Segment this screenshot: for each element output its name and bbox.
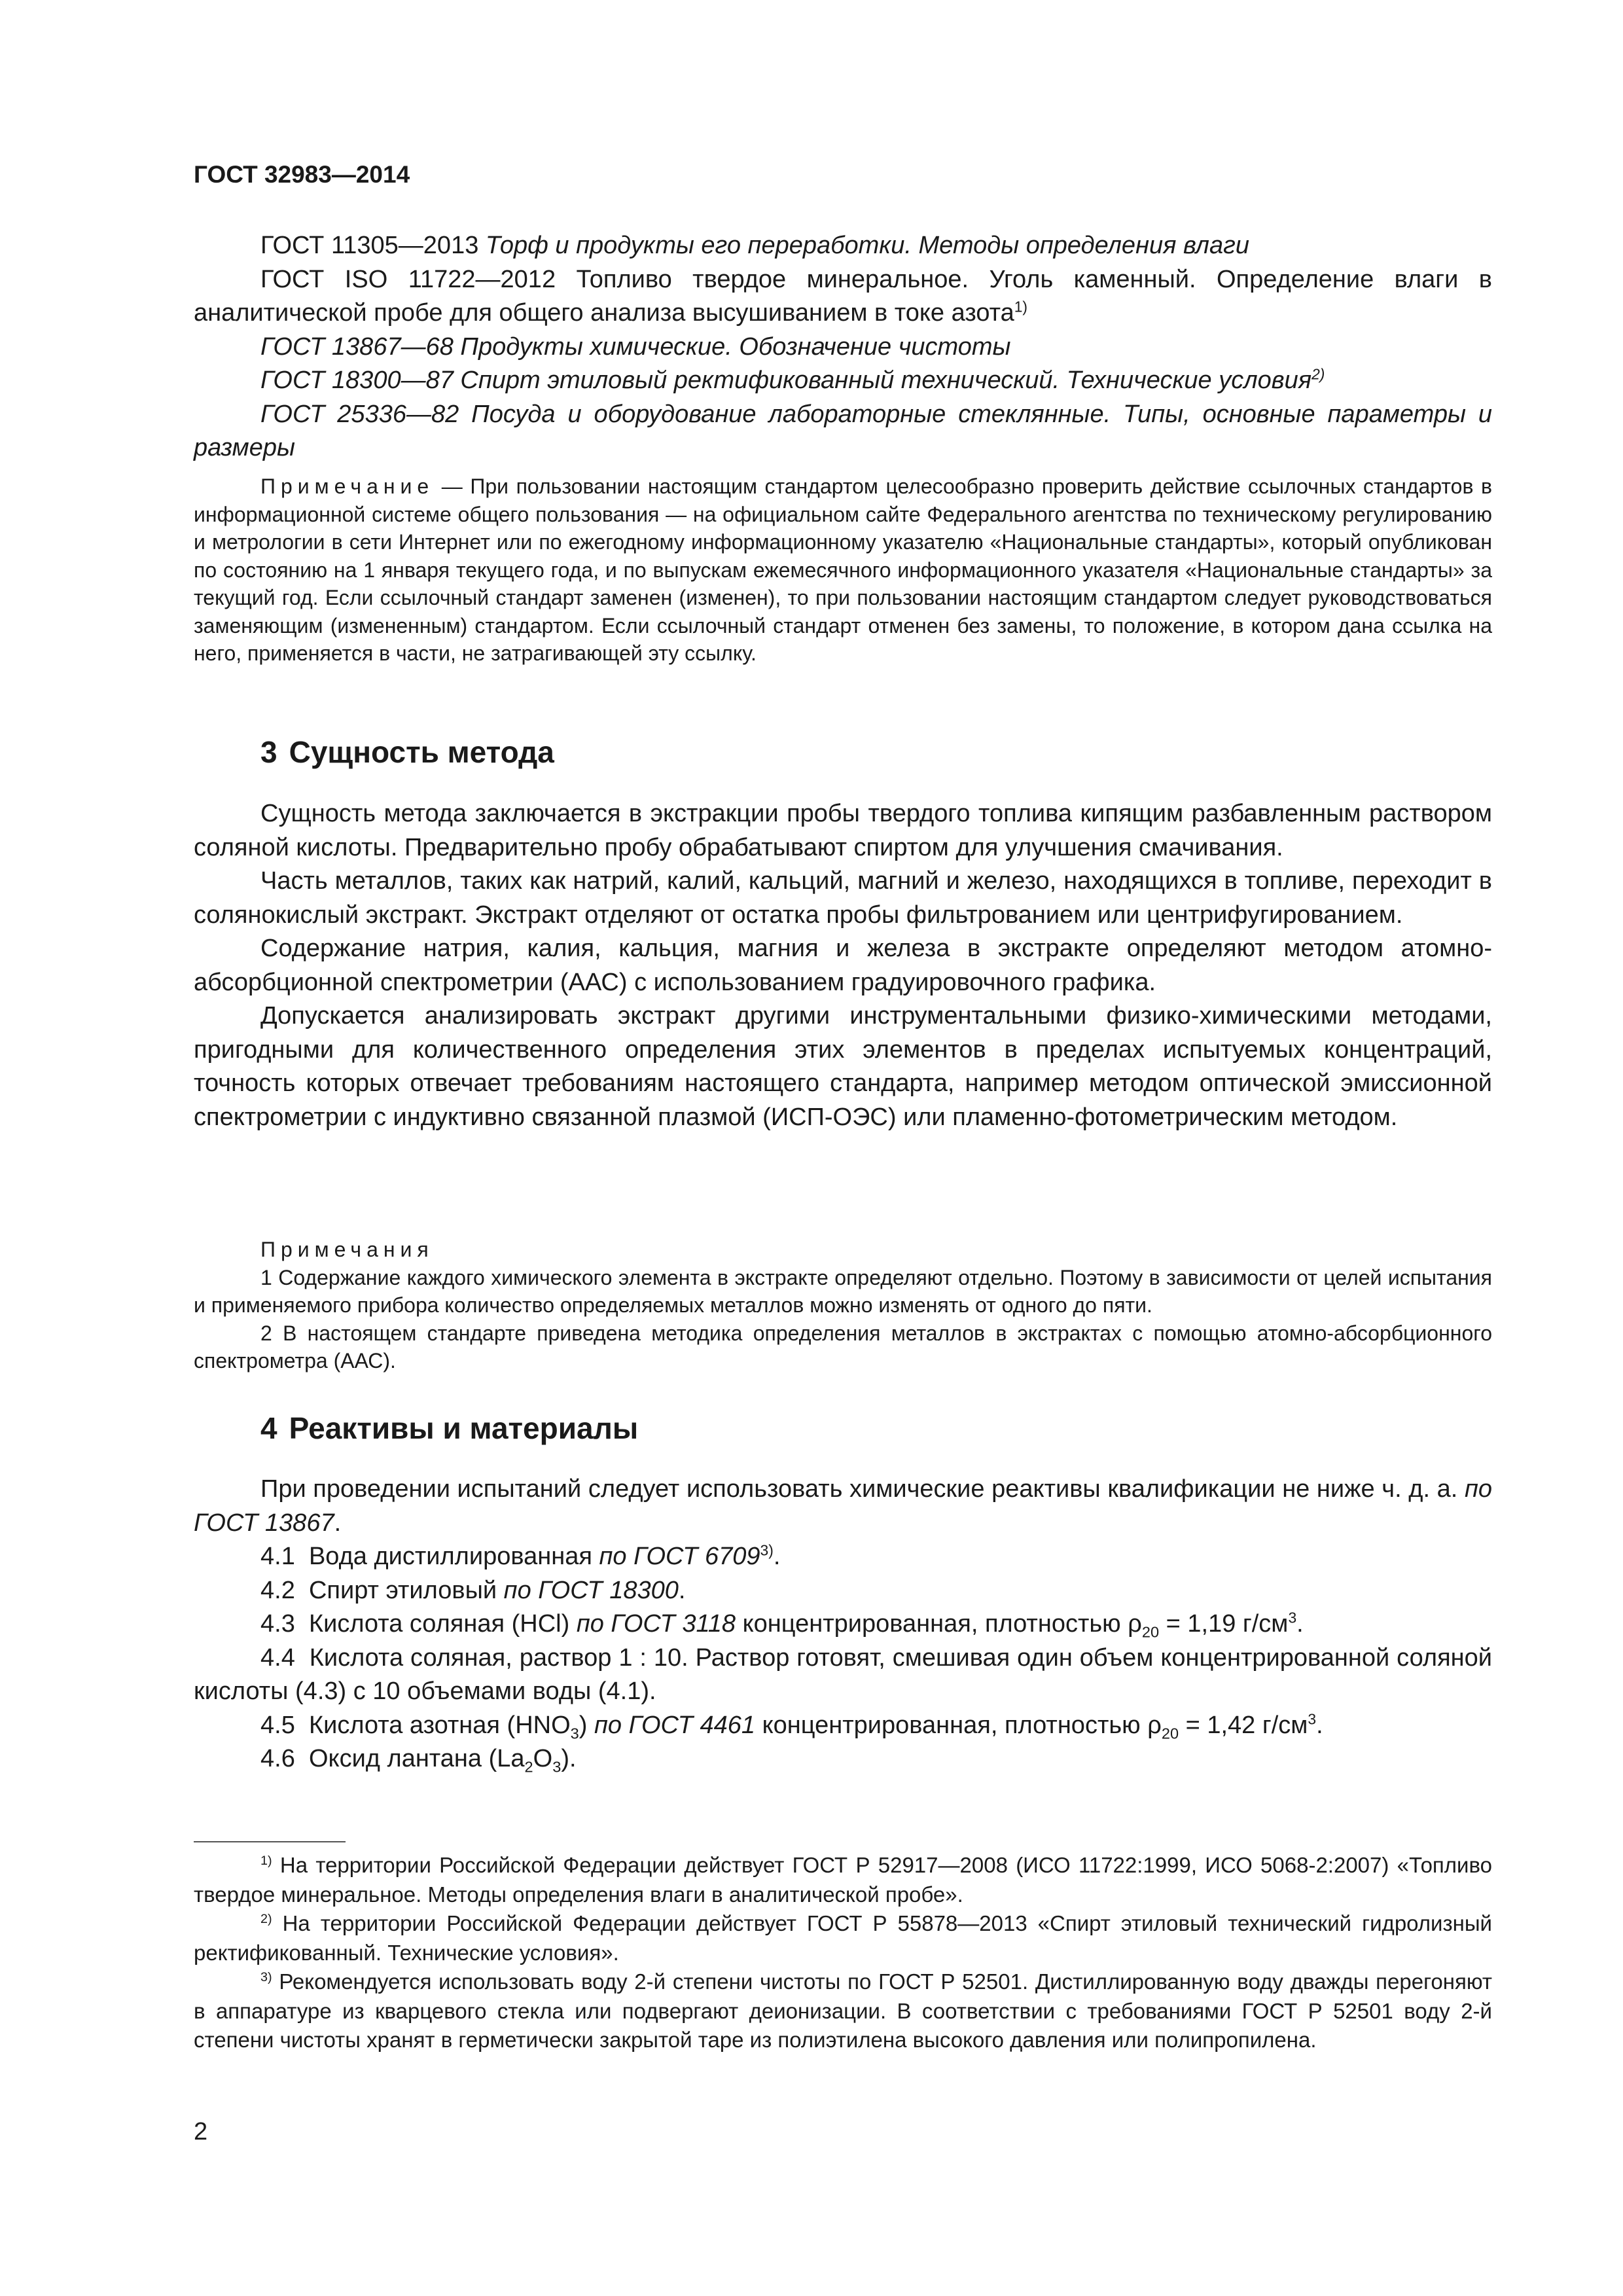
reference-title: Посуда и оборудование лабораторные стеклянные. Типы, основные параметры и размеры	[194, 400, 1492, 461]
reference-item	[194, 263, 1492, 331]
section-title: Реактивы и материалы	[289, 1411, 639, 1445]
item-number: 4.1	[260, 1543, 295, 1570]
footnote-mark: 2)	[260, 1912, 272, 1926]
reference-title: Топливо твердое минеральное. Уголь каменный. Определение влаги в аналитической пробе для общего анализа высушиванием в токе азота	[194, 265, 1492, 327]
density-value: = 1,19 г/см	[1166, 1610, 1289, 1638]
note-label: Примечание	[260, 475, 435, 498]
paragraph: Содержание натрия, калия, кальция, магния и железа в экстракте определяют методом атомно-абсорбционной спектрометрии (ААС) с использованием градуировочного графика.	[194, 935, 1492, 996]
note-text: — При пользовании настоящим стандартом целесообразно проверить действие ссылочных стандартов в информационной системе общего пользования — на официальном сайте Федерального агентства по техническому регулированию и метрологии в сети Интернет или по ежегодному информационному указателю «Национальные стандарты», который опубликован по состоянию на 1 января текущего года, и по выпускам ежемесячного информационного указателя «Национальные стандарты» за текущий год. Если ссылочный стандарт заменен (изменен), то при пользовании настоящим стандартом следует руководствоваться заменяющим (измененным) стандартом. Если ссылочный стандарт отменен без замены, то положение, в котором дана ссылка на него, применяется в части, не затрагивающей эту ссылку.	[194, 475, 1493, 665]
section-4-heading	[194, 1410, 1492, 1446]
list-item: 4.4 Кислота соляная, раствор 1 : 10. Раствор готовят, смешивая один объем концентрированной соляной кислоты (4.3) с 10 объемами воды (4.1).	[194, 1643, 1492, 1705]
item-number: 4.6	[260, 1745, 295, 1772]
standard-ref: по ГОСТ 18300	[503, 1576, 679, 1604]
list-item: 4.6 Оксид лантана $(La_2O_3)$.	[260, 1745, 577, 1776]
references-note	[194, 473, 1492, 668]
footnote-mark: 3)	[760, 1541, 774, 1559]
item-number: 4.4	[260, 1643, 295, 1672]
density-value: = 1,42 г/см	[1185, 1711, 1308, 1739]
section-3-notes	[194, 1236, 1492, 1375]
reference-item	[194, 398, 1492, 465]
footnote-mark: 3)	[260, 1970, 272, 1984]
footnote-mark: 1)	[1014, 298, 1028, 315]
note-item: 2 В настоящем стандарте приведена методика определения металлов в экстрактах с помощью атомно-абсорбционного спектрометра (ААС).	[194, 1321, 1492, 1372]
reference-item	[194, 229, 1492, 263]
footnote-mark: 1)	[260, 1854, 272, 1868]
item-number: 4.3	[260, 1610, 295, 1638]
page-number: 2	[194, 2118, 208, 2145]
document-header: ГОСТ 32983—2014	[194, 161, 410, 188]
notes-label: Примечания	[260, 1238, 434, 1261]
paragraph: Сущность метода заключается в экстракции пробы твердого топлива кипящим разбавленным раствором соляной кислоты. Предварительно пробу обрабатывают спиртом для улучшения смачивания.	[194, 800, 1492, 861]
note-item: 1 Содержание каждого химического элемента в экстракте определяют отдельно. Поэтому в зависимости от целей испытания и применяемого прибора количество определяемых металлов можно изменять от одного до пяти.	[194, 1265, 1492, 1317]
density-symbol: ρ	[1128, 1610, 1142, 1638]
reference-code: ГОСТ 11305—2013	[260, 232, 479, 259]
standard-ref: по ГОСТ 4461	[594, 1711, 756, 1739]
reference-code: ГОСТ 25336—82	[260, 400, 459, 428]
section-title: Сущность метода	[289, 735, 554, 769]
section-4-body	[194, 1473, 1492, 1776]
paragraph: Часть металлов, таких как натрий, калий, кальций, магний и железо, находящихся в топливе, переходит в солянокислый экстракт. Экстракт отделяют от остатка пробы фильтрованием или центрифугированием.	[194, 867, 1492, 929]
references-list	[194, 229, 1492, 465]
section-number: 4	[260, 1411, 277, 1445]
reference-title: Спирт этиловый ректификованный технический. Технические условия	[460, 367, 1312, 394]
footnote: $^{1)}$ На территории Российской Федерации действует ГОСТ Р 52917—2008 (ИСО 11722:1999, ИСО 5068-2:2007) «Топливо твердое минеральное. Методы определения влаги в аналитической пробе».	[194, 1853, 1493, 1907]
reference-item	[194, 331, 1492, 365]
paragraph: При проведении испытаний следует использовать химические реактивы квалификации не ниже ч. д. а. по ГОСТ 13867.	[194, 1475, 1492, 1537]
item-number: 4.2	[260, 1576, 295, 1604]
section-number: 3	[260, 735, 277, 769]
reference-code: ГОСТ ISO 11722—2012	[260, 265, 556, 293]
footnote: $^{3)}$ Рекомендуется использовать воду 2-й степени чистоты по ГОСТ Р 52501. Дистиллированную воду дважды перегоняют в аппаратуре из кварцевого стекла или подвергают деионизации. В соответствии с требованиями ГОСТ Р 52501 воду 2-й степени чистоты хранят в герметически закрытой таре из полиэтилена высокого давления или полипропилена.	[194, 1969, 1492, 2052]
standard-ref: по ГОСТ 6709	[599, 1543, 760, 1570]
reference-code: ГОСТ 18300—87	[260, 367, 454, 394]
standard-ref: по ГОСТ 3118	[576, 1610, 736, 1638]
footnote-mark: 2)	[1311, 365, 1325, 383]
footnote-divider	[194, 1841, 346, 1842]
list-item: 4.3 Кислота соляная (HCl) по ГОСТ 3118 концентрированная, плотностью $\rho_{20} = 1,19$ $г/см^3$.	[260, 1609, 1304, 1641]
paragraph: Допускается анализировать экстракт другими инструментальными физико-химическими методами, пригодными для количественного определения этих элементов в пределах испытуемых концентраций, точность которых отвечает требованиям настоящего стандарта, например методом оптической эмиссионной спектрометрии с индуктивно связанной плазмой (ИСП-ОЭС) или пламенно-фотометрическим методом.	[194, 1002, 1492, 1131]
list-item: 4.5 Кислота азотная $(HNO_3)$ по ГОСТ 4461 концентрированная, плотностью $\rho_{20} = 1,42$ $г/см^3$.	[260, 1710, 1323, 1742]
list-item: 4.1 Вода дистиллированная по ГОСТ 6709$^{3)}$.	[260, 1541, 781, 1570]
list-item: 4.2 Спирт этиловый по ГОСТ 18300.	[260, 1576, 686, 1604]
section-3-heading	[194, 734, 1492, 770]
reference-title: Продукты химические. Обозначение чистоты	[460, 332, 1011, 361]
reference-title: Торф и продукты его переработки. Методы определения влаги	[485, 232, 1249, 259]
reference-code: ГОСТ 13867—68	[260, 332, 454, 361]
footnote: $^{2)}$ На территории Российской Федерации действует ГОСТ Р 55878—2013 «Спирт этиловый технический гидролизный ректификованный. Технические условия».	[194, 1911, 1492, 1965]
item-number: 4.5	[260, 1711, 295, 1739]
reference-item	[194, 364, 1492, 398]
section-3-body	[194, 797, 1492, 1134]
footnotes	[194, 1851, 1492, 2055]
density-symbol: ρ	[1147, 1711, 1162, 1739]
standard-ref: по ГОСТ 13867	[194, 1475, 1492, 1537]
